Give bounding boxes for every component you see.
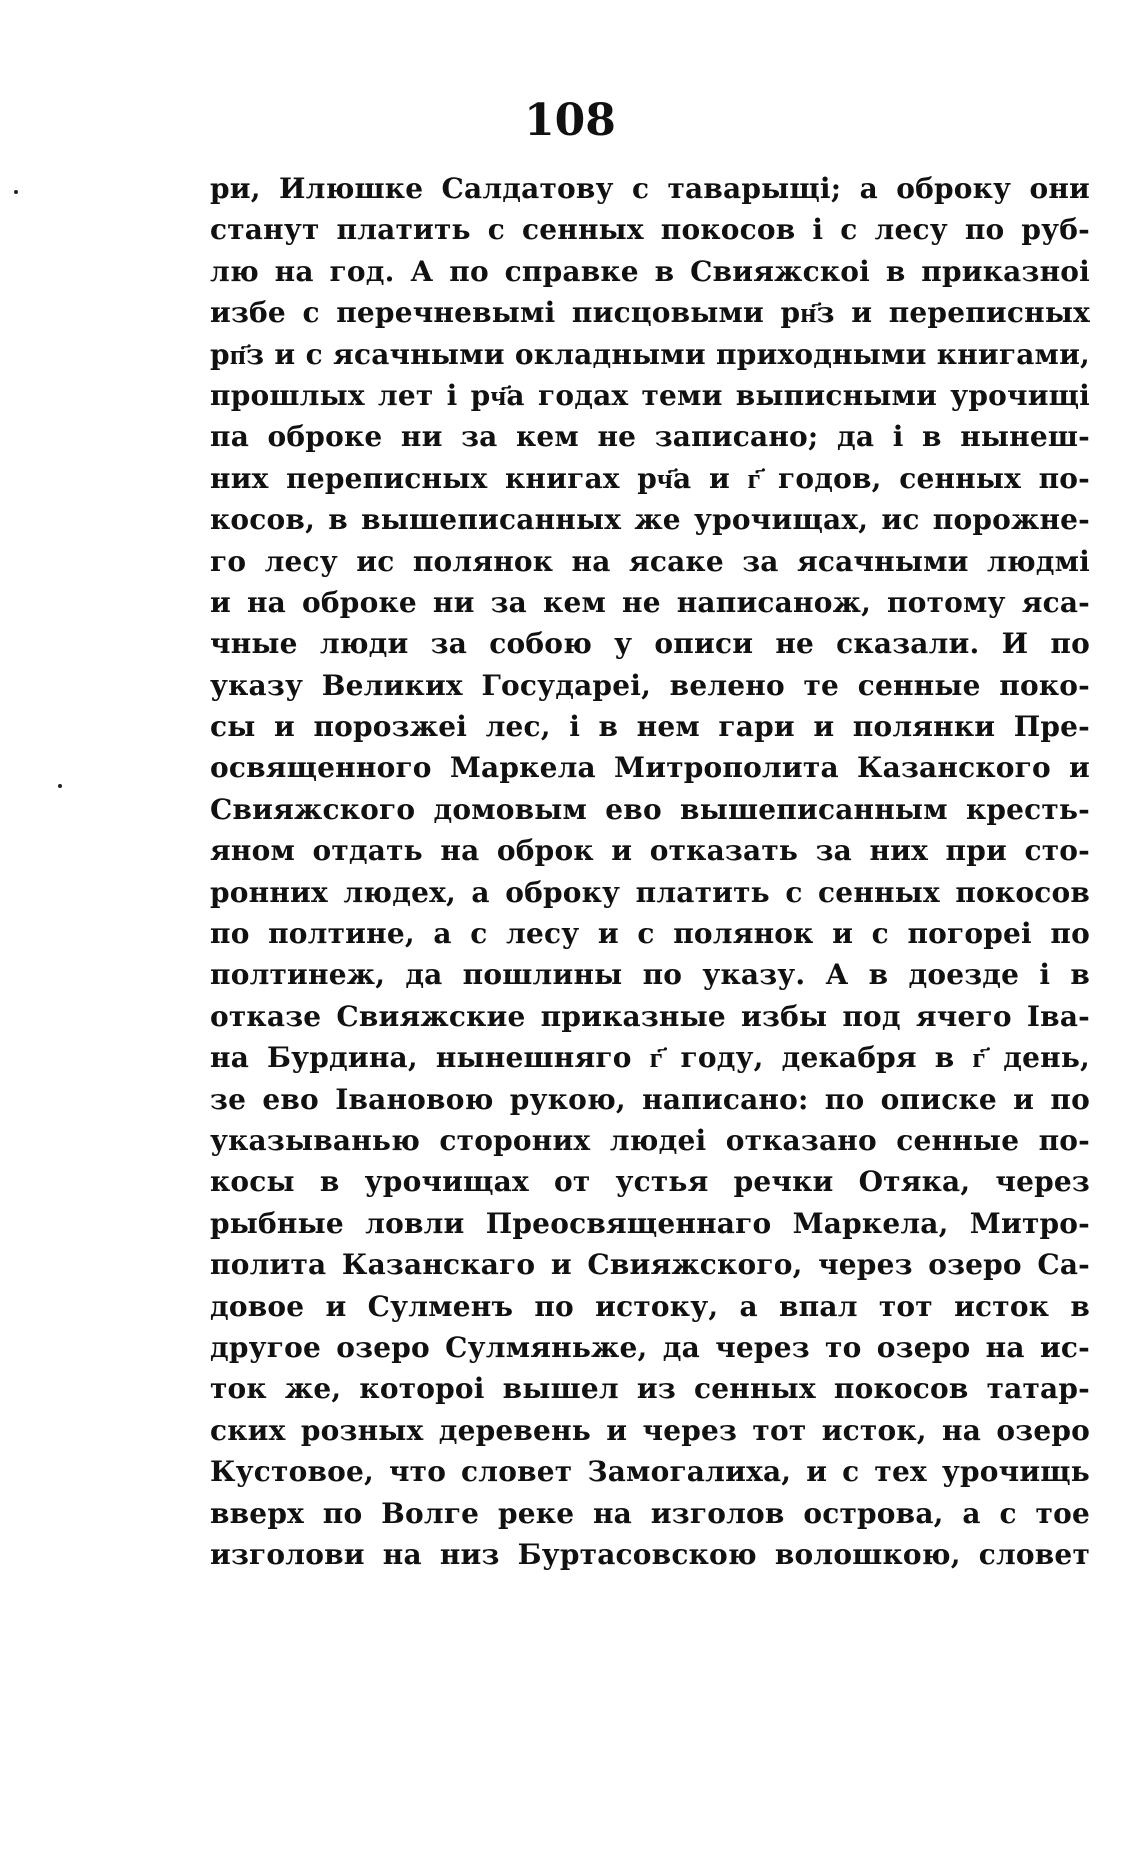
text-line: ских розных деревень и через тот исток, на озеро bbox=[210, 1413, 1090, 1447]
text-line: и на оброке ни за кем не написанож, потому яса- bbox=[210, 585, 1090, 619]
text-line: чные люди за собою у описи не сказали. И по bbox=[210, 627, 1090, 661]
text-line: косов, в вышеписанных же урочищах, ис порожне- bbox=[210, 503, 1090, 537]
text-line: яном отдать на оброк и отказать за них при сто- bbox=[210, 834, 1090, 868]
text-line: ронних людех, а оброку платить с сенных покосов bbox=[210, 875, 1090, 909]
text-line: отказе Свияжские приказные избы под ячего Іва- bbox=[210, 999, 1090, 1033]
text-line: лю на год. А по справке в Свияжскоі в приказноі bbox=[210, 254, 1090, 288]
text-line: другое озеро Сулмяньже, да через то озеро на ис- bbox=[210, 1330, 1090, 1364]
text-line: Кустовое, что словет Замогалиха, и с тех урочищь bbox=[210, 1455, 1090, 1489]
text-line: изголови на низ Буртасовскою волошкою, словет bbox=[210, 1537, 1090, 1571]
text-line: зе ево Івановою рукою, написано: по описке и по bbox=[210, 1082, 1090, 1116]
text-line: го лесу ис полянок на ясаке за ясачными людмі bbox=[210, 544, 1090, 578]
text-line: рп҃з и с ясачными окладными приходными книгами, bbox=[210, 337, 1090, 371]
text-line: рыбные ловли Преосвященнаго Маркела, Митро- bbox=[210, 1206, 1090, 1240]
text-line: указу Великих Государеі, велено те сенные поко- bbox=[210, 668, 1090, 702]
text-line: них переписных книгах рч҃а и г҃ годов, сенных по- bbox=[210, 461, 1090, 495]
text-line: указыванью стороних людеі отказано сенные по- bbox=[210, 1123, 1090, 1157]
page-number: 108 bbox=[524, 95, 616, 146]
text-line: па оброке ни за кем не записано; да і в нынеш- bbox=[210, 420, 1090, 454]
text-line: довое и Сулменъ по истоку, а впал тот исток в bbox=[210, 1289, 1090, 1323]
text-line: полтинеж, да пошлины по указу. А в доезде і в bbox=[210, 958, 1090, 992]
text-line: косы в урочищах от устья речки Отяка, через bbox=[210, 1165, 1090, 1199]
text-line: освященного Маркела Митрополита Казанского и bbox=[210, 751, 1090, 785]
body-text bbox=[210, 168, 1090, 1575]
text-line: ток же, котороі вышел из сенных покосов татар- bbox=[210, 1372, 1090, 1406]
text-line: сы и порозжеі лес, і в нем гари и полянки Пре- bbox=[210, 710, 1090, 744]
text-line: прошлых лет і рч҃а годах теми выписными урочищі bbox=[210, 378, 1090, 412]
text-line: избе с перечневымі писцовыми рн҃з и переписных bbox=[210, 296, 1090, 330]
text-line: полита Казанскаго и Свияжского, через озеро Са- bbox=[210, 1248, 1090, 1282]
text-line: на Бурдина, нынешняго г҃ году, декабря в г҃ день, bbox=[210, 1041, 1090, 1075]
text-line: по полтине, а с лесу и с полянок и с погореі по bbox=[210, 917, 1090, 951]
margin-speck bbox=[14, 190, 18, 194]
text-line: вверх по Волге реке на изголов острова, а с тое bbox=[210, 1496, 1090, 1530]
text-line: Свияжского домовым ево вышеписанным кресть- bbox=[210, 792, 1090, 826]
text-line: станут платить с сенных покосов і с лесу по руб- bbox=[210, 213, 1090, 247]
text-line: ри, Илюшке Салдатову с таварыщі; а оброку они bbox=[210, 172, 1090, 205]
margin-speck bbox=[58, 784, 62, 788]
